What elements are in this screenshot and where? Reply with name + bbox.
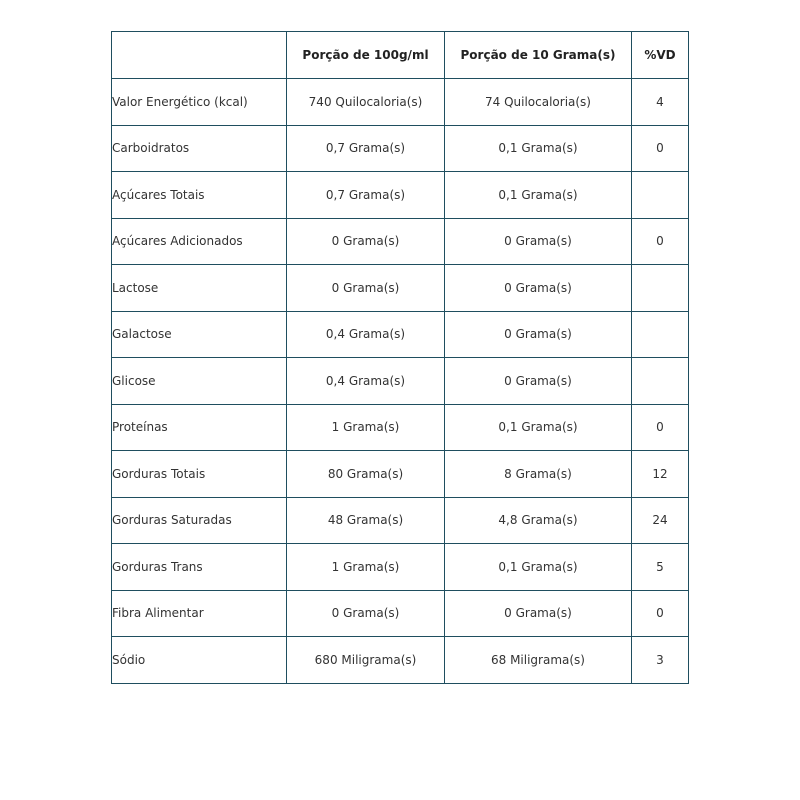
nutrient-cell: Glicose <box>112 358 287 405</box>
per-100-cell: 0,7 Grama(s) <box>287 172 445 219</box>
nutrient-cell: Gorduras Totais <box>112 451 287 498</box>
vd-cell <box>632 358 689 405</box>
nutrition-table <box>111 31 689 684</box>
vd-cell <box>632 172 689 219</box>
table-row <box>112 218 689 265</box>
table-header-row <box>112 32 689 79</box>
table-row <box>112 590 689 637</box>
header-cell-nutrient <box>112 32 287 79</box>
table-row <box>112 125 689 172</box>
per-100-cell: 0 Grama(s) <box>287 590 445 637</box>
per-portion-cell: 0 Grama(s) <box>445 358 632 405</box>
table-row <box>112 404 689 451</box>
vd-cell: 12 <box>632 451 689 498</box>
table-row <box>112 265 689 312</box>
vd-cell: 0 <box>632 590 689 637</box>
per-100-cell: 740 Quilocaloria(s) <box>287 79 445 126</box>
per-100-cell: 0 Grama(s) <box>287 218 445 265</box>
vd-cell: 0 <box>632 404 689 451</box>
per-portion-cell: 0 Grama(s) <box>445 218 632 265</box>
per-portion-cell: 0,1 Grama(s) <box>445 544 632 591</box>
per-100-cell: 1 Grama(s) <box>287 544 445 591</box>
per-100-cell: 80 Grama(s) <box>287 451 445 498</box>
vd-cell <box>632 265 689 312</box>
vd-cell: 24 <box>632 497 689 544</box>
header-cell-vd: %VD <box>632 32 689 79</box>
per-portion-cell: 0 Grama(s) <box>445 265 632 312</box>
vd-cell: 0 <box>632 125 689 172</box>
vd-cell: 5 <box>632 544 689 591</box>
nutrient-cell: Lactose <box>112 265 287 312</box>
header-cell-per-100: Porção de 100g/ml <box>287 32 445 79</box>
nutrient-cell: Valor Energético (kcal) <box>112 79 287 126</box>
vd-cell: 4 <box>632 79 689 126</box>
table-row <box>112 311 689 358</box>
per-portion-cell: 0 Grama(s) <box>445 311 632 358</box>
per-100-cell: 0,4 Grama(s) <box>287 358 445 405</box>
per-100-cell: 48 Grama(s) <box>287 497 445 544</box>
nutrient-cell: Gorduras Saturadas <box>112 497 287 544</box>
table-row <box>112 79 689 126</box>
vd-cell: 3 <box>632 637 689 684</box>
per-portion-cell: 8 Grama(s) <box>445 451 632 498</box>
table-row <box>112 451 689 498</box>
per-portion-cell: 0 Grama(s) <box>445 590 632 637</box>
per-100-cell: 680 Miligrama(s) <box>287 637 445 684</box>
vd-cell: 0 <box>632 218 689 265</box>
table-row <box>112 172 689 219</box>
nutrient-cell: Proteínas <box>112 404 287 451</box>
per-100-cell: 0 Grama(s) <box>287 265 445 312</box>
per-100-cell: 0,4 Grama(s) <box>287 311 445 358</box>
nutrient-cell: Galactose <box>112 311 287 358</box>
vd-cell <box>632 311 689 358</box>
header-cell-per-portion: Porção de 10 Grama(s) <box>445 32 632 79</box>
table-row <box>112 637 689 684</box>
per-portion-cell: 0,1 Grama(s) <box>445 404 632 451</box>
per-portion-cell: 74 Quilocaloria(s) <box>445 79 632 126</box>
nutrient-cell: Carboidratos <box>112 125 287 172</box>
table-row <box>112 358 689 405</box>
nutrient-cell: Açúcares Totais <box>112 172 287 219</box>
per-portion-cell: 68 Miligrama(s) <box>445 637 632 684</box>
table-row <box>112 544 689 591</box>
per-portion-cell: 0,1 Grama(s) <box>445 125 632 172</box>
nutrient-cell: Gorduras Trans <box>112 544 287 591</box>
per-100-cell: 1 Grama(s) <box>287 404 445 451</box>
per-portion-cell: 0,1 Grama(s) <box>445 172 632 219</box>
table-row <box>112 497 689 544</box>
nutrient-cell: Sódio <box>112 637 287 684</box>
nutrient-cell: Açúcares Adicionados <box>112 218 287 265</box>
per-100-cell: 0,7 Grama(s) <box>287 125 445 172</box>
per-portion-cell: 4,8 Grama(s) <box>445 497 632 544</box>
nutrient-cell: Fibra Alimentar <box>112 590 287 637</box>
